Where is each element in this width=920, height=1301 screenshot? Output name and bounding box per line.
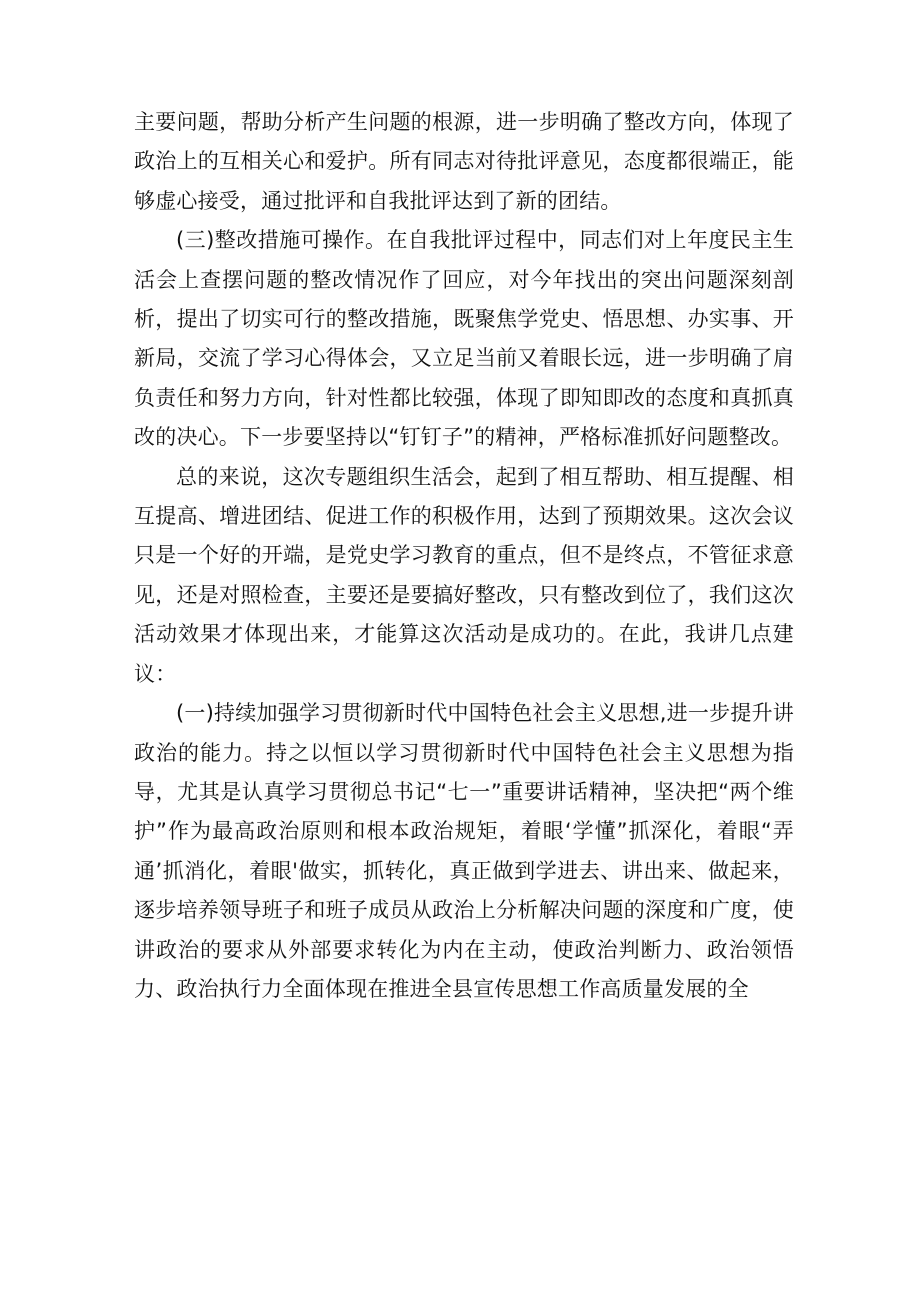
paragraph-problems-continued: 主要问题，帮助分析产生问题的根源，进一步明确了整改方向，体现了政治上的互相关心和爱护。所有同志对待批评意见，态度都很端正，能够虚心接受，通过批评和自我批评达到了新的团结。 [134, 110, 794, 213]
paragraph-rectification-measures: (三)整改措施可操作。在自我批评过程中，同志们对上年度民主生活会上查摆问题的整改情况作了回应，对今年找出的突出问题深刻剖析，提出了切实可行的整改措施，既聚焦学党史、悟思想、办实事、开新局，交流了学习心得体会，又立足当前又着眼长远，进一步明确了肩负责任和努力方向，针对性都比较强，体现了即知即改的态度和真抓真改的决心。下一步要坚持以“钉钉子”的精神，严格标准抓好问题整改。 [134, 228, 794, 450]
document-body [134, 103, 794, 1009]
paragraph-suggestion-one: (一)持续加强学习贯彻新时代中国特色社会主义思想,进一步提升讲政治的能力。持之以恒以学习贯彻新时代中国特色社会主义思想为指导，尤其是认真学习贯彻总书记“七一”重要讲话精神，坚决把“两个维护”作为最高政治原则和根本政治规矩，着眼‘学懂”抓深化，着眼“弄通’抓消化，着眼'做实，抓转化，真正做到学进去、讲出来、做起来，逐步培养领导班子和班子成员从政治上分析解决问题的深度和广度，使讲政治的要求从外部要求转化为内在主动，使政治判断力、政治领悟力、政治执行力全面体现在推进全县宣传思想工作高质量发展的全 [134, 701, 794, 1001]
paragraph-summary: 总的来说，这次专题组织生活会，起到了相互帮助、相互提醒、相互提高、增进团结、促进工作的积极作用，达到了预期效果。这次会议只是一个好的开端，是党史学习教育的重点，但不是终点，不管征求意见，还是对照检查，主要还是要搞好整改，只有整改到位了，我们这次活动效果才体现出来，才能算这次活动是成功的。在此，我讲几点建议： [134, 464, 794, 686]
